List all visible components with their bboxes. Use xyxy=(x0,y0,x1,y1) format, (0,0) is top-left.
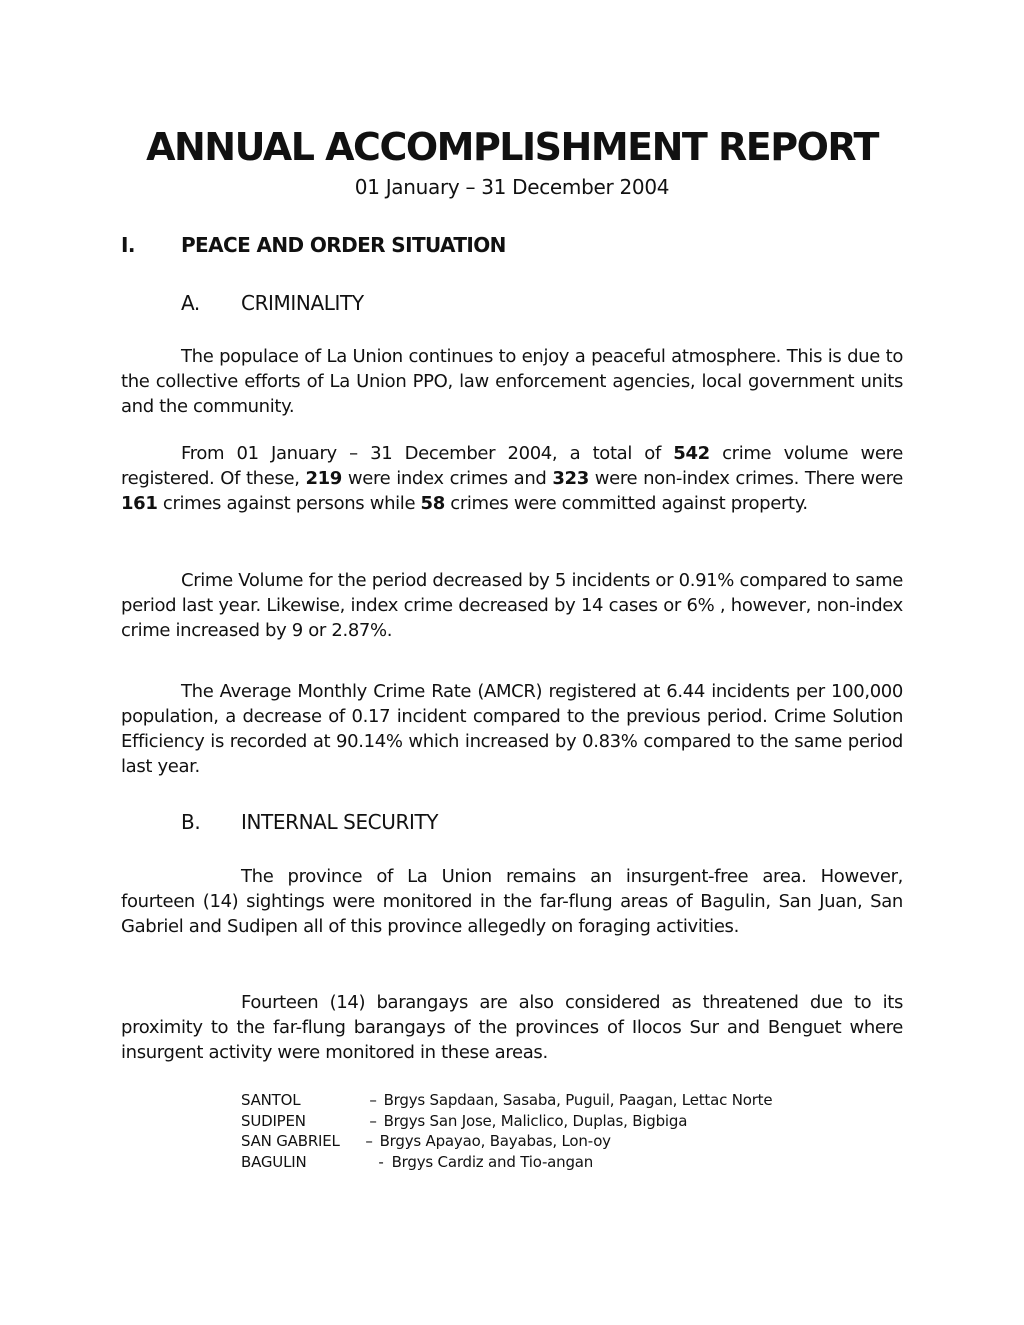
list-separator: - xyxy=(378,1152,384,1171)
section-heading-peace-order xyxy=(121,231,506,259)
criminality-paragraph-2 xyxy=(121,441,903,516)
barangay-names: Brgys Cardiz and Tio-angan xyxy=(391,1152,594,1171)
subsection-letter: A. xyxy=(181,291,200,315)
report-period: 01 January – 31 December 2004 xyxy=(354,175,670,199)
text-run: were index crimes and xyxy=(341,468,553,489)
municipality-name: SANTOL xyxy=(241,1091,301,1109)
subsection-letter: B. xyxy=(181,810,201,834)
report-title: ANNUAL ACCOMPLISHMENT REPORT xyxy=(146,125,878,169)
index-crimes-count: 219 xyxy=(305,468,342,489)
text-run: were non-index crimes. There were xyxy=(588,468,903,489)
criminality-paragraph-4: The Average Monthly Crime Rate (AMCR) registered at 6.44 incidents per 100,000 population, a decrease of 0.17 incident compared to the previous period. Crime Solution Efficiency is recorded at 90.14% which increased by 0.83% compared to the same period last year. xyxy=(121,681,903,777)
list-separator: – xyxy=(365,1132,373,1150)
text-run: crime volume were registered. Of these, xyxy=(121,443,903,489)
list-item xyxy=(241,1152,772,1173)
text-run: From 01 January – 31 December 2004, a total of xyxy=(181,443,674,464)
total-crime-volume: 542 xyxy=(673,443,710,464)
list-separator: – xyxy=(369,1111,377,1130)
list-separator: – xyxy=(369,1091,377,1109)
text-run: crimes against persons while xyxy=(157,493,421,514)
subsection-title: INTERNAL SECURITY xyxy=(241,810,439,834)
municipality-name: BAGULIN xyxy=(241,1152,307,1171)
subsection-heading-internal-security xyxy=(181,808,438,836)
threatened-barangays-list xyxy=(241,1090,772,1172)
list-item xyxy=(241,1131,772,1152)
non-index-crimes-count: 323 xyxy=(552,468,589,489)
barangay-names: Brgys Sapdaan, Sasaba, Puguil, Paagan, Lettac Norte xyxy=(383,1091,773,1109)
subsection-heading-criminality xyxy=(181,289,364,317)
barangay-names: Brgys Apayao, Bayabas, Lon-oy xyxy=(379,1132,611,1150)
municipality-name: SUDIPEN xyxy=(241,1111,306,1130)
subsection-title: CRIMINALITY xyxy=(241,291,364,315)
criminality-paragraph-3: Crime Volume for the period decreased by 5 incidents or 0.91% compared to same period last year. Likewise, index crime decreased by 14 cases or 6% , however, non-index crime increased by 9 or 2.87%. xyxy=(121,570,903,641)
barangay-names: Brgys San Jose, Maliclico, Duplas, Bigbiga xyxy=(383,1111,688,1130)
criminality-paragraph-1: The populace of La Union continues to enjoy a peaceful atmosphere. This is due to the collective efforts of La Union PPO, law enforcement agencies, local government units and the community. xyxy=(121,346,903,417)
crimes-against-property-count: 58 xyxy=(420,493,445,514)
municipality-name: SAN GABRIEL xyxy=(241,1132,340,1150)
section-number: I. xyxy=(121,233,135,257)
crimes-against-persons-count: 161 xyxy=(121,493,158,514)
list-item xyxy=(241,1111,772,1132)
text-run: crimes were committed against property. xyxy=(444,493,808,514)
internal-security-paragraph-2: Fourteen (14) barangays are also considered as threatened due to its proximity to the far-flung barangays of the provinces of Ilocos Sur and Benguet where insurgent activity were monitored in these areas. xyxy=(121,992,903,1063)
internal-security-paragraph-1: The province of La Union remains an insurgent-free area. However, fourteen (14) sightings were monitored in the far-flung areas of Bagulin, San Juan, San Gabriel and Sudipen all of this province allegedly on foraging activities. xyxy=(121,866,903,937)
list-item xyxy=(241,1090,772,1111)
section-title: PEACE AND ORDER SITUATION xyxy=(181,233,506,257)
